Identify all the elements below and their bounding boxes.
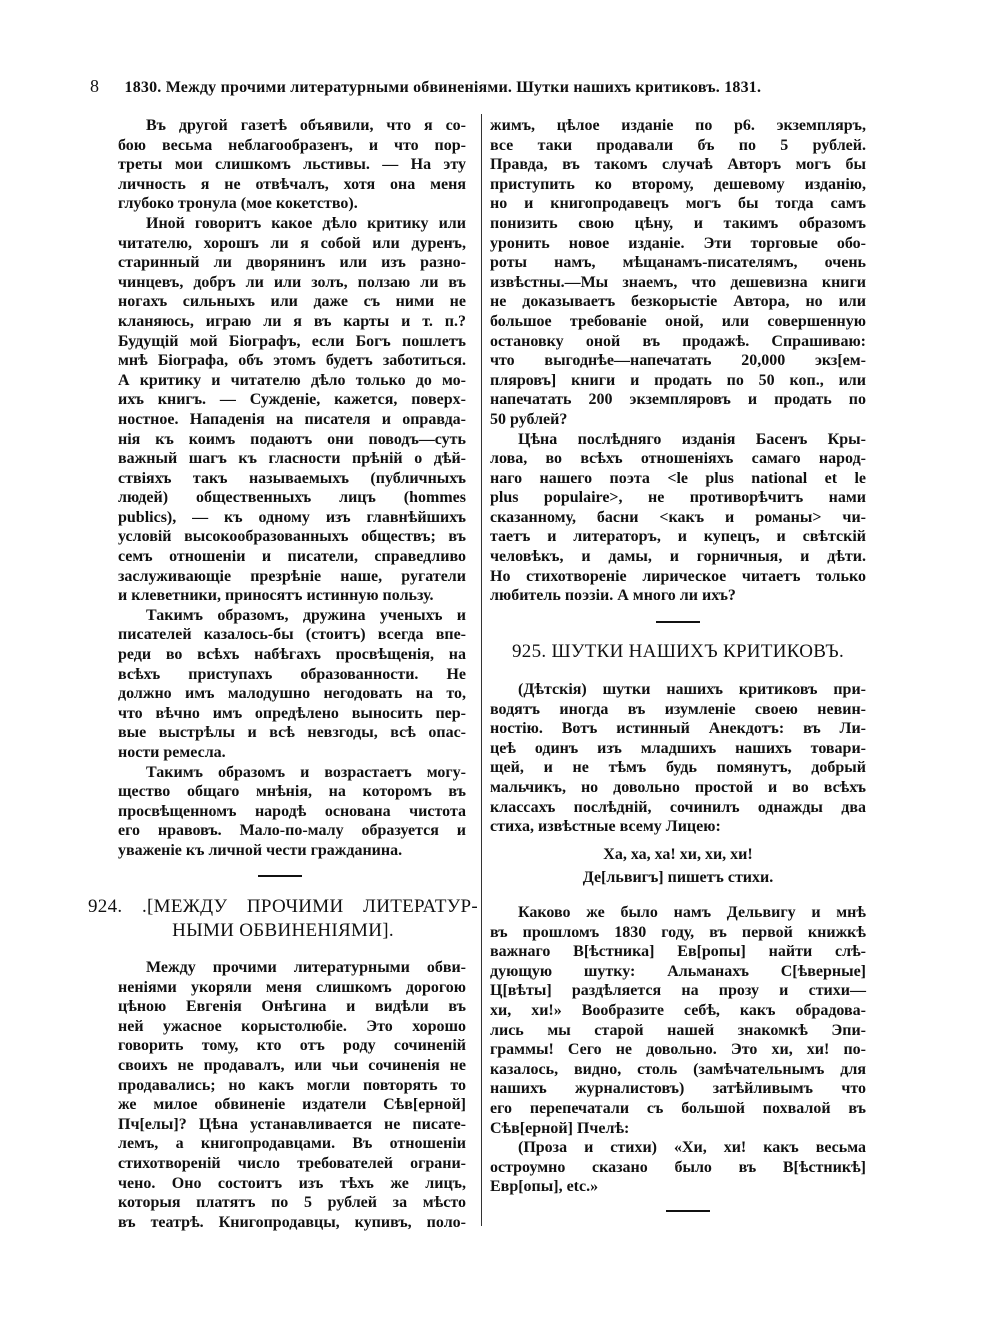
text-line: всѣхъ приступахъ образованности. Не <box>118 665 466 683</box>
text-line: ногахъ сильныхъ или даже съ ними не <box>118 293 466 311</box>
text-line: личность я не отвѣчалъ, хотя она меня <box>118 175 466 193</box>
text-line: остановку оной въ продажѣ. Спрашиваю: <box>490 332 866 350</box>
text-line: (Проза и стихи) «Хи, хи! какъ весьма <box>518 1139 866 1157</box>
running-header <box>90 76 870 97</box>
text-line: цеѣ одинъ изъ младшихъ нашихъ товари- <box>490 739 866 757</box>
text-line: бою весьма неблагообразенъ, и что пор- <box>118 136 466 154</box>
text-line: что выгоднѣе—напечатать 20,000 экз[ем- <box>490 352 866 370</box>
text-line: остроумно сказано было въ В[ѣстникѣ] <box>490 1158 866 1176</box>
section-925-paragraph-1 <box>490 680 866 837</box>
text-line: все таки продавали бъ по 5 рублей. <box>490 136 866 154</box>
text-line: приступить ко второму, дешевому изданію, <box>490 175 866 193</box>
text-line: Правда, въ такомъ случаѣ Авторъ могъ бы <box>490 156 866 174</box>
text-line: наго нашего поэта <le plus national et le <box>490 469 866 487</box>
text-line: plus populaire>, не противорѣчитъ нами <box>490 489 866 507</box>
text-line: publics), — къ одному изъ главнѣйшихъ <box>118 508 466 526</box>
text-line: Иной говоритъ какое дѣло критику или <box>146 214 466 232</box>
text-line: водятъ иногда въ изумленіе своею невин- <box>490 700 866 718</box>
text-line: ностное. Нападенія на писателя и оправда- <box>118 410 466 428</box>
text-line: жимъ, цѣлое изданіе по р6. экземпляръ, <box>490 117 866 134</box>
paragraph <box>118 116 466 214</box>
text-line: стиха, извѣстные всему Лицею: <box>490 818 721 836</box>
paragraph <box>490 903 866 1138</box>
text-line: щей, и не тѣмъ будь помянутъ, добрый <box>490 759 866 777</box>
section-924-heading <box>88 895 478 943</box>
text-line: своихъ не продавалъ, или чьи сочиненія не <box>118 1056 466 1074</box>
text-line: мнѣ Біографа, объ этомъ будетъ заботиться. <box>118 352 466 370</box>
section-925-heading <box>490 640 866 664</box>
text-line: глубоко тронула (мое кокетство). <box>118 195 358 213</box>
text-line: большое требованіе оной, или совершенную <box>490 312 866 330</box>
heading-line: 925. ШУТКИ НАШИХЪ КРИТИКОВЪ. <box>511 641 845 662</box>
text-line: человѣкъ, и дамы, и горничныя, и дѣти. <box>490 548 866 566</box>
text-line: семъ отношеніи и писатели, справедливо <box>118 548 466 566</box>
text-line: любитель поэзіи. А много ли ихъ? <box>490 587 736 605</box>
text-line: въ театрѣ. Книгопродавцы, купивъ, поло- <box>118 1213 466 1231</box>
column-divider <box>481 114 482 1226</box>
text-line: (Дѣтскія) шутки нашихъ критиковъ при- <box>518 681 866 698</box>
paragraph <box>490 1138 866 1197</box>
text-line: Каково же было намъ Дельвигу и мнѣ <box>518 904 866 921</box>
text-line: которыя платятъ по 5 рублей за мѣсто <box>118 1194 466 1212</box>
section-separator <box>656 621 700 623</box>
text-line: важный шагъ къ гласности прѣній о дѣй- <box>118 450 466 468</box>
text-line: Такимъ образомъ, дружина ученыхъ и <box>146 606 466 624</box>
text-line: старинный ли дворянинъ или изъ разно- <box>118 254 466 272</box>
heading-line: 924. .[МЕЖДУ ПРОЧИМИ ЛИТЕРАТУР- <box>88 896 478 917</box>
text-line: 50 рублей? <box>490 410 568 428</box>
text-line: его перепечатали съ большой похвалой въ <box>490 1099 866 1117</box>
text-line: неніями укоряли меня слишкомъ дорогою <box>118 978 466 996</box>
text-line: Евр[опы], etc.» <box>490 1178 599 1196</box>
text-line: мальчикъ, но довольно простой и во всѣхъ <box>490 778 866 796</box>
heading-line: НЫМИ ОБВИНЕНІЯМИ]. <box>172 920 394 941</box>
verse-line: Ха, ха, ха! хи, хи, хи! <box>603 846 753 863</box>
paragraph <box>490 680 866 837</box>
text-line: Но стихотвореніе лирическое читаетъ только <box>490 567 866 585</box>
page-number: 8 <box>90 76 99 96</box>
text-line: нія къ коимъ подаютъ они поводъ—суть <box>118 430 466 448</box>
text-line: цѣною Евгенія Онѣгина и видѣли въ <box>118 998 466 1016</box>
text-line: щество общаго мнѣнія, на которомъ въ <box>118 783 466 801</box>
text-line: напечатать 200 экземпляровъ и продать по <box>490 391 866 409</box>
text-line: писателей казалось-бы (стоитъ) всегда впе- <box>118 626 466 644</box>
paragraph <box>490 430 866 606</box>
text-line: ней ужасное корыстолюбіе. Это хорошо <box>118 1017 466 1035</box>
text-line: но и книгопродавецъ могъ бы тогда самъ <box>490 195 866 213</box>
text-line: Будущій мой Біографъ, если Богъ пошлетъ <box>118 332 466 350</box>
paragraph <box>118 958 466 1232</box>
text-line: ихъ книгъ. — Сужденіе, кажется, поверх- <box>118 391 466 409</box>
section-924-body <box>118 958 466 1232</box>
section-separator <box>258 875 302 877</box>
text-line: треты мои слишкомъ льстивы. — На эту <box>118 156 466 174</box>
text-line: чено. Оно состоитъ изъ тѣхъ же лицъ, <box>118 1174 466 1192</box>
text-line: же милое обвиненіе издатели Сѣв[ерной] <box>118 1096 466 1114</box>
text-line: Пч[елы]? Цѣна устанавливается не писате- <box>118 1115 466 1133</box>
text-line: казалось, видно, столь (замѣчательнымъ для <box>490 1060 866 1078</box>
text-line: Ц[вѣты] раздѣляется на прозу и стихи— <box>490 982 866 1000</box>
right-column-continued <box>490 116 866 606</box>
text-line: продавались; но какъ могли повторять то <box>118 1076 466 1094</box>
text-line: уваженіе къ личной чести гражданина. <box>118 841 403 859</box>
text-line: и клеветники, приносятъ истинную пользу. <box>118 587 434 605</box>
text-line: лись мы старой нашей знакомкѣ Эпи- <box>490 1021 866 1039</box>
text-line: вые выстрѣлы и всѣ невзгоды, всѣ опас- <box>118 724 466 742</box>
text-line: роты намъ, мѣщанамъ-писателямъ, очень <box>490 254 866 272</box>
text-line: хи, хи!» Вообразите себѣ, какъ обрадова- <box>490 1001 866 1019</box>
text-line: таетъ и литераторъ, и купецъ, и свѣтскій <box>490 528 866 546</box>
text-line: людей) общественныхъ лицъ (hommes <box>118 489 466 507</box>
text-line: Сѣв[ерной] Пчелѣ: <box>490 1119 630 1137</box>
running-title: 1830. Между прочими литературными обвиненіями. Шутки нашихъ критиковъ. 1831. <box>124 79 762 96</box>
text-line: классахъ послѣдній, сочинилъ однажды два <box>490 798 866 816</box>
text-line: просвѣщенномъ народѣ основана чистота <box>118 802 466 820</box>
section-925-body <box>490 903 866 1197</box>
verse <box>490 843 866 889</box>
text-line: нашихъ журналистовъ) затѣйливымъ что <box>490 1080 866 1098</box>
text-line: заслуживающіе презрѣніе наше, ругатели <box>118 567 466 585</box>
text-line: пляровъ] книги и продать по 50 коп., или <box>490 371 866 389</box>
text-line: Между прочими литературными обви- <box>146 959 466 976</box>
text-line: дующую шутку: Альманахъ С[ѣверные] <box>490 962 866 980</box>
text-line: уронить новое изданіе. Эти торговые обо- <box>490 234 866 252</box>
text-line: его нравовъ. Мало-по-малу образуется и <box>118 822 466 840</box>
text-line: говорить тому, кто отъ роду сочиненій <box>118 1037 466 1055</box>
text-line: ствіяхъ такъ называемыхъ (публичныхъ <box>118 469 466 487</box>
text-line: важнаго В[ѣстника] Ев[ропы] найти слѣ- <box>490 943 866 961</box>
text-line: понизить свою цѣну, и такимъ образомъ <box>490 214 866 232</box>
paragraph <box>118 763 466 861</box>
text-line: Цѣна послѣдняго изданія Басенъ Кры- <box>518 430 866 448</box>
text-line: реди во всѣхъ набѣгахъ просвѣщенія, на <box>118 646 466 664</box>
text-line: читателю, хорошъ ли я собой или дуренъ, <box>118 234 466 252</box>
text-line: лова, во всѣхъ отношеніяхъ самаго народ- <box>490 450 866 468</box>
text-line: ности ремесла. <box>118 744 226 761</box>
paragraph <box>118 214 466 606</box>
text-line: ностію. Вотъ истинный Анекдотъ: въ Ли- <box>490 720 866 738</box>
text-line: лемъ, а книгопродавцами. Въ отношеніи <box>118 1135 466 1153</box>
text-line: извѣстны.—Мы знаемъ, что дешевизна книги <box>490 273 866 291</box>
text-line: граммы! Сего не довольно. Это хи, хи! по- <box>490 1041 866 1059</box>
left-column-intro <box>118 116 466 861</box>
text-line: Въ другой газетѣ объявили, что я со- <box>146 117 466 134</box>
text-line: сказанному, басни <какъ и романы> чи- <box>490 508 866 526</box>
verse-line: Де[львигъ] пишетъ стихи. <box>582 869 774 886</box>
text-line: должно имъ малодушно негодовать на то, <box>118 685 466 703</box>
paragraph <box>490 116 866 430</box>
text-line: Такимъ образомъ и возрастаетъ могу- <box>146 763 466 781</box>
text-line: не доказываетъ безкорыстіе Автора, но или <box>490 293 866 311</box>
text-line: чинцевъ, добръ ли или золъ, ползаю ли въ <box>118 273 466 291</box>
section-separator <box>666 1210 710 1212</box>
paragraph <box>118 606 466 763</box>
text-line: А критику и читателю дѣло только до мо- <box>118 371 466 389</box>
text-line: въ прошломъ 1830 году, въ первой книжкѣ <box>490 923 866 941</box>
text-line: что вѣчно имъ опредѣлено выносить пер- <box>118 704 466 722</box>
text-line: кланяюсь, играю ли я въ карты и т. п.? <box>118 312 466 330</box>
text-line: стихотвореній число требователей ограни- <box>118 1154 466 1172</box>
text-line: условій высокообразованныхъ обществъ; въ <box>118 528 466 546</box>
